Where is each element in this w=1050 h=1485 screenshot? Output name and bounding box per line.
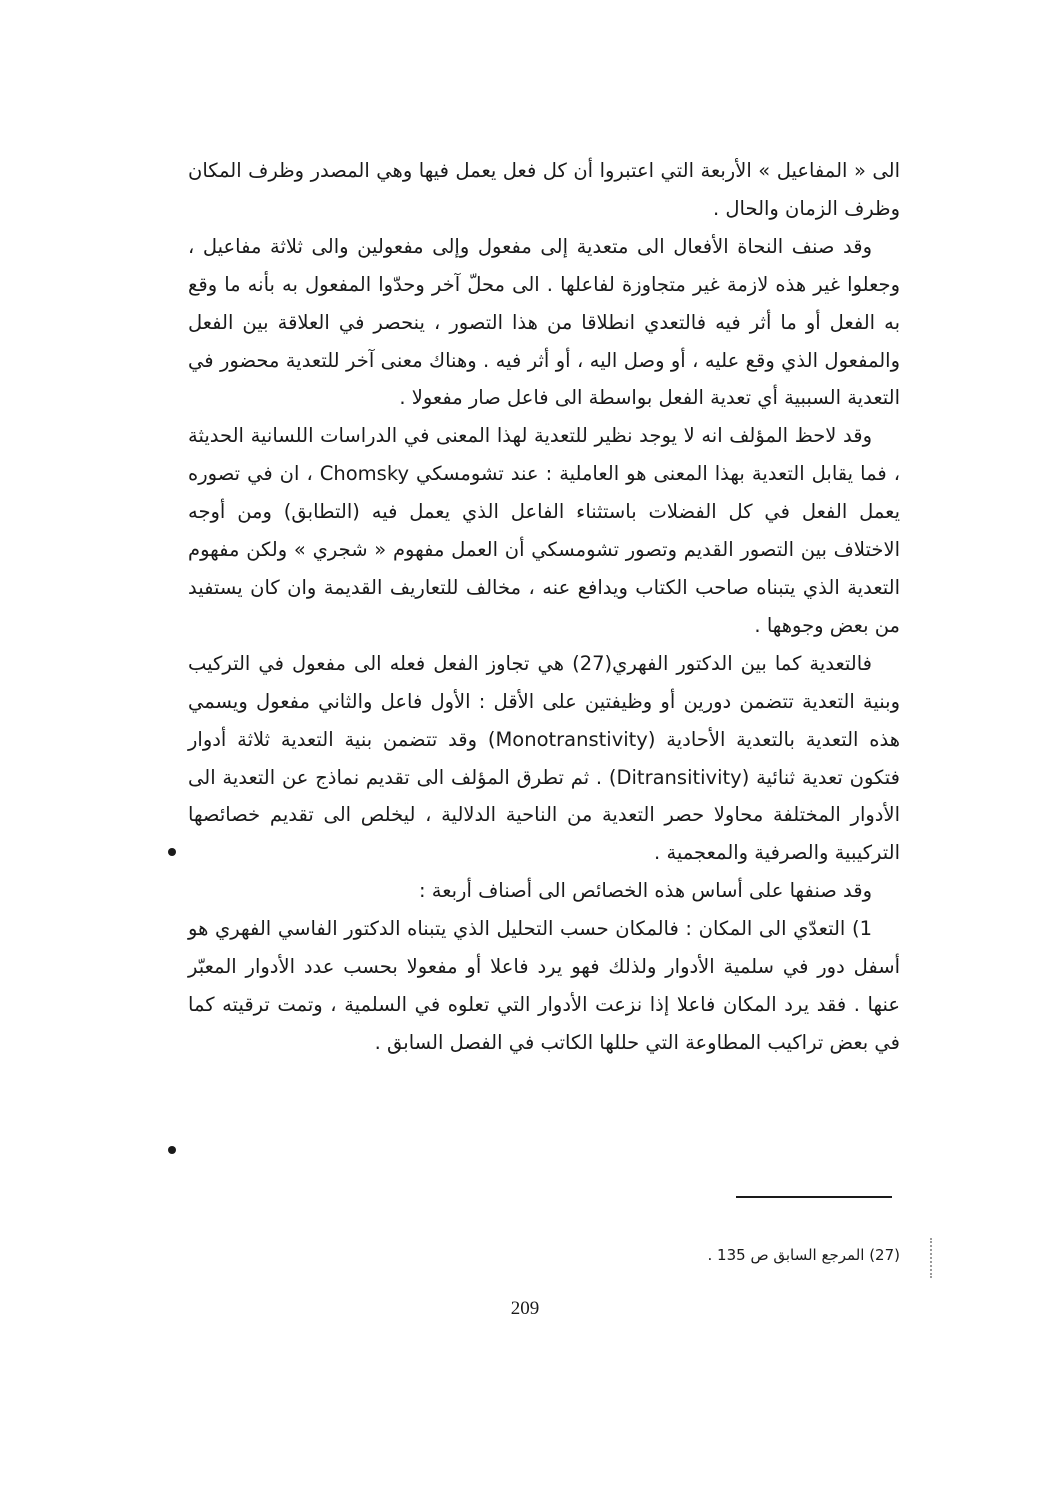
footnote-divider (736, 1196, 892, 1198)
paragraph-6: 1) التعدّي الى المكان : فالمكان حسب التحليل الذي يتبناه الدكتور الفاسي الفهري هو أسفل دور في سلمية الأدوار ولذلك فهو يرد فاعلا أو مفعولا بحسب عدد الأدوار المعبّر عنها . فقد يرد المكان فاعلا إذا نزعت الأدوار التي تعلوه في السلمية ، وتمت ترقيته كما في بعض تراكيب المطاوعة التي حللها الكاتب في الفصل السابق . (188, 917, 900, 1054)
margin-mark-icon (168, 848, 176, 856)
footnote: (27) المرجع السابق ص 135 . (707, 1246, 900, 1264)
paragraph-4: فالتعدية كما بين الدكتور الفهري(27) هي تجاوز الفعل فعله الى مفعول في التركيب وبنية التعدية تتضمن دورين أو وظيفتين على الأقل : الأول فاعل والثاني مفعول ويسمي هذه التعدية بالتعدية الأحادية (Monotranstivity) وقد تتضمن بنية التعدية ثلاثة أدوار فتكون تعدية ثنائية (Ditransitivity) . ثم تطرق المؤلف الى تقديم نماذج عن التعدية الى الأدوار المختلفة محاولا حصر التعدية من الناحية الدلالية ، ليخلص الى تقديم خصائصها التركيبية والصرفية والمعجمية . (188, 651, 901, 865)
paragraph-2: وقد صنف النحاة الأفعال الى متعدية إلى مفعول وإلى مفعولين والى ثلاثة مفاعيل ، وجعلوا غير هذه لازمة غير متجاوزة لفاعلها . الى محلّ آخر وحدّوا المفعول به بأنه ما وقع به الفعل أو ما أثر فيه فالتعدي انطلاقا من هذا التصور ، ينحصر في العلاقة بين الفعل والمفعول الذي وقع عليه ، أو وصل اليه ، أو أثر فيه . وهناك معنى آخر للتعدية محضور في التعدية السببية أي تعدية الفعل بواسطة الى فاعل صار مفعولا . (188, 234, 900, 410)
paragraph-1: الى « المفاعيل » الأربعة التي اعتبروا أن كل فعل يعمل فيها وهي المصدر وظرف المكان وظرف الزمان والحال . (188, 159, 900, 220)
scan-edge-speckle (930, 1238, 934, 1278)
margin-mark-icon (168, 1146, 176, 1154)
paragraph-3: وقد لاحظ المؤلف انه لا يوجد نظير للتعدية لهذا المعنى في الدراسات اللسانية الحديثة ، فما يقابل التعدية بهذا المعنى هو العاملية : عند تشومسكي Chomsky ، ان في تصوره يعمل الفعل في كل الفضلات باستثناء الفاعل الذي يعمل فيه (التطابق) ومن أوجه الاختلاف بين التصور القديم وتصور تشومسكي أن العمل مفهوم « شجري » ولكن مفهوم التعدية الذي يتبناه صاحب الكتاب ويدافع عنه ، مخالف للتعاريف القديمة وان كان يستفيد من بعض وجوهها . (188, 424, 900, 637)
body-text (188, 152, 900, 1062)
paragraph-5: وقد صنفها على أساس هذه الخصائص الى أصناف أربعة : (418, 879, 872, 903)
page-number: 209 (510, 1298, 540, 1319)
